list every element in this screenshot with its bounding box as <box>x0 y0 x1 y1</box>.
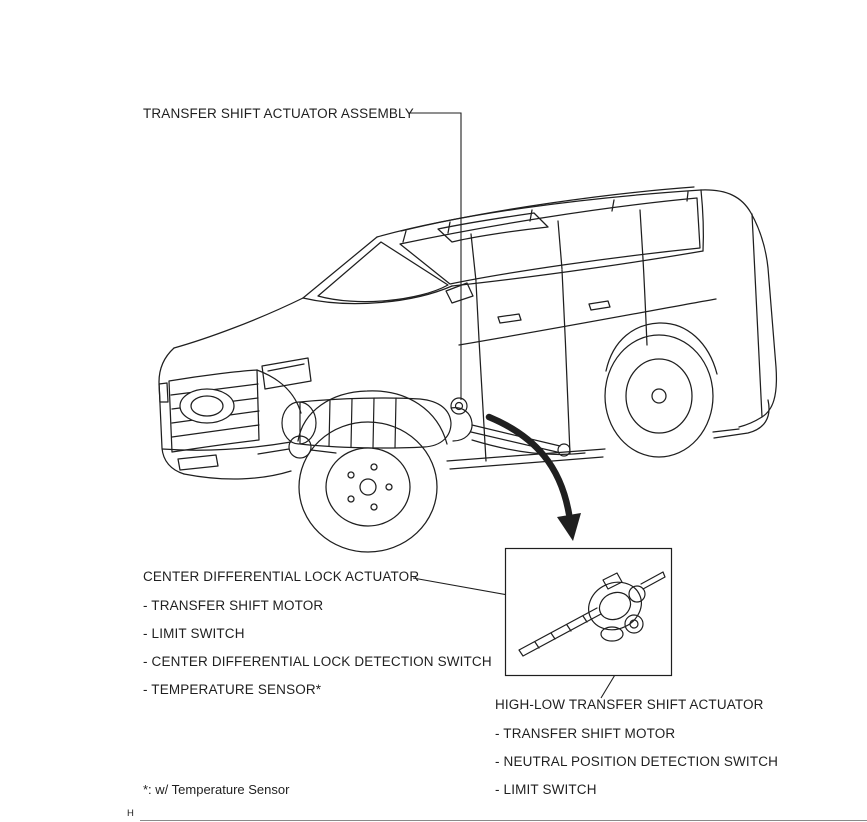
rocker-rear <box>713 429 739 432</box>
label-center-diff-lock-actuator-title: CENTER DIFFERENTIAL LOCK ACTUATOR <box>143 569 420 584</box>
car-beltline <box>452 251 703 286</box>
page-bottom-rule <box>140 820 867 821</box>
transmission-body <box>300 398 451 448</box>
callout-arrow-head <box>557 513 581 541</box>
car-hood-edge <box>174 298 303 348</box>
front-wheel-hub <box>360 479 376 495</box>
side-mirror <box>446 283 473 303</box>
side-window-band <box>400 198 700 284</box>
center-diff-item-limit-switch: - LIMIT SWITCH <box>143 626 245 641</box>
front-wheel-arch <box>298 391 447 444</box>
high-low-item-transfer-shift-motor: - TRANSFER SHIFT MOTOR <box>495 726 676 741</box>
high-low-item-neutral-position-detection-switch: - NEUTRAL POSITION DETECTION SWITCH <box>495 754 779 769</box>
headlight-right-inner <box>268 364 304 371</box>
b-pillar <box>471 234 476 281</box>
rear-wheel-arch <box>606 323 717 374</box>
car-front-corner <box>159 348 184 474</box>
car-rear-bumper <box>714 400 769 438</box>
front-wheel-lug <box>348 496 354 502</box>
headlight-left <box>159 383 168 402</box>
rear-wheel-tire <box>605 335 713 457</box>
center-diff-item-temperature-sensor: - TEMPERATURE SENSOR* <box>143 682 322 697</box>
sunroof <box>438 213 548 242</box>
front-door-handle <box>498 314 521 323</box>
front-wheel-lug <box>371 464 377 470</box>
rear-wheel-rim <box>626 359 692 433</box>
c-pillar <box>558 221 562 269</box>
high-low-item-limit-switch: - LIMIT SWITCH <box>495 782 597 797</box>
car-a-pillar <box>303 237 377 298</box>
label-high-low-transfer-shift-actuator-title: HIGH-LOW TRANSFER SHIFT ACTUATOR <box>495 697 764 712</box>
car-front-bumper-bottom <box>184 471 291 479</box>
front-wheel-lug <box>371 504 377 510</box>
leader-line-center-diff <box>413 578 519 597</box>
center-diff-item-transfer-shift-motor: - TRANSFER SHIFT MOTOR <box>143 598 324 613</box>
front-wheel-lug <box>348 472 354 478</box>
leader-line-top-label <box>409 113 461 400</box>
brand-emblem <box>180 389 234 423</box>
car-roofline <box>377 190 701 237</box>
transmission-ribs <box>329 398 396 448</box>
center-diff-item-lock-detection-switch: - CENTER DIFFERENTIAL LOCK DETECTION SWITCH <box>143 654 492 669</box>
headlight-right <box>262 358 311 389</box>
rear-wheel-hub <box>652 389 666 403</box>
quarter-seam <box>643 259 647 345</box>
front-wheel-rim <box>326 448 410 526</box>
page-marker: H <box>127 808 134 819</box>
car-illustration <box>159 187 776 552</box>
callout-arrow <box>489 417 581 541</box>
bumper-top-edge <box>162 442 291 450</box>
license-plate <box>178 455 218 470</box>
label-transfer-shift-actuator-assembly: TRANSFER SHIFT ACTUATOR ASSEMBLY <box>143 106 414 121</box>
car-tailgate-seam <box>752 214 762 417</box>
front-axle <box>258 449 336 454</box>
front-wheel-lug <box>386 484 392 490</box>
front-wheel-tire <box>299 422 437 552</box>
transfer-actuator-spot <box>451 398 467 414</box>
rear-door-handle <box>589 301 610 310</box>
rear-door-seam <box>562 270 570 454</box>
d-pillar <box>640 210 643 259</box>
windshield <box>318 242 448 302</box>
car-rear-pillar-inner <box>701 190 703 251</box>
temperature-sensor-footnote: *: w/ Temperature Sensor <box>143 782 290 797</box>
